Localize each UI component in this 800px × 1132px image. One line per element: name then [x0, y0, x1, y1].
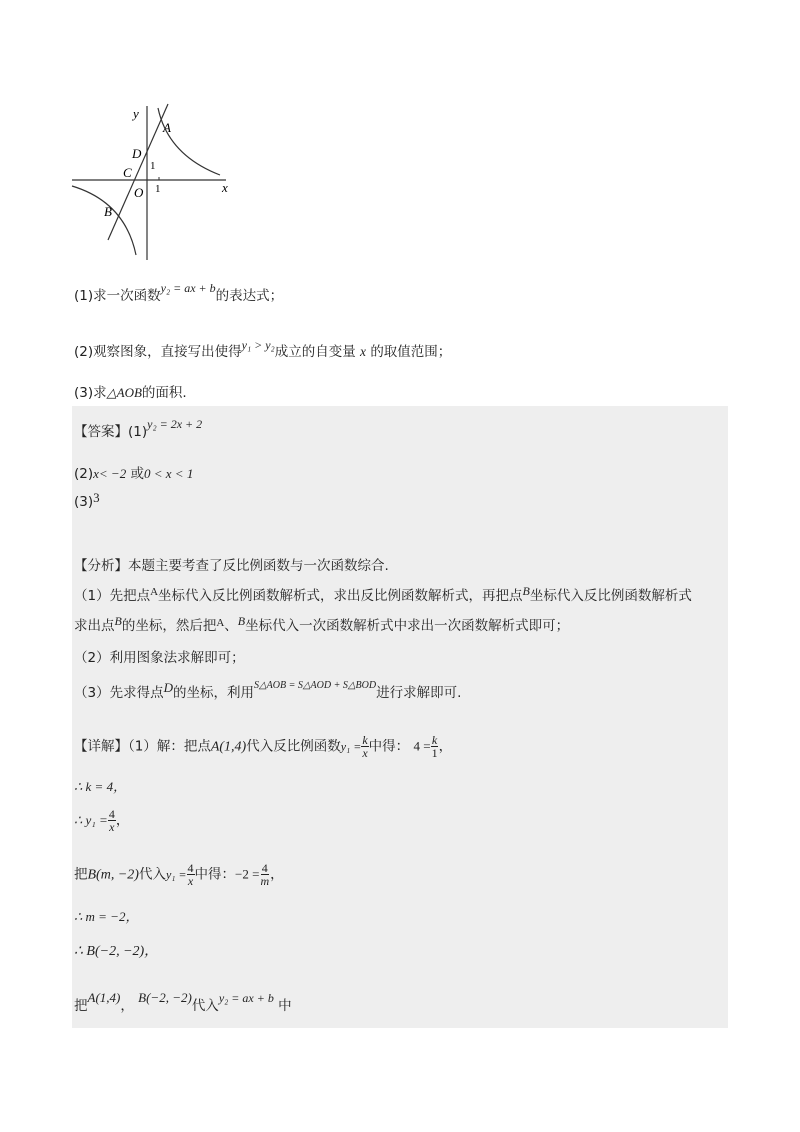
answer-1-formula: y₂ = 2x + 2 — [147, 417, 203, 431]
fraction-k-1: $\frac{k}{1}$ — [431, 733, 438, 760]
solution-box — [72, 406, 728, 1028]
fraction-k-x: $\frac{k}{x}$ — [362, 733, 368, 760]
detail-line-B: ∴ B(−2, −2)， — [74, 944, 159, 959]
linear-function-line — [108, 104, 168, 240]
hyperbola-branch-1 — [158, 108, 220, 175]
detail-line-last: 把A(1,4)， B(−2, −2)代入y₂ = ax + b 中 — [74, 990, 292, 1014]
q3-formula: △AOB — [106, 385, 142, 400]
function-graph — [70, 100, 240, 265]
answer-line-3: (3)3 — [74, 490, 100, 510]
tick-label-1-x: 1 — [155, 183, 161, 195]
tick-label-1-y: 1 — [150, 160, 156, 172]
detail-line-1: 【详解】（1）解：把点A(1,4)代入反比例函数y₁ = $\frac{k}{x}$ 中得： 4 = $\frac{k}{1}$ ， — [74, 733, 453, 760]
label-x: x — [222, 180, 228, 195]
detail-line-m: ∴ m = −2， — [74, 909, 139, 924]
answer-line-2: (2)x< −2 或0 < x < 1 — [74, 466, 194, 482]
label-C: C — [123, 165, 132, 180]
fraction-4-x-b: $\frac{4}{x}$ — [187, 861, 194, 888]
label-D: D — [132, 146, 142, 161]
detail-line-k: ∴ k = 4， — [74, 779, 127, 794]
q2-formula: y₁ > y₂ — [241, 338, 275, 352]
question-2: (2)观察图象，直接写出使得y₁ > y₂成立的自变量 x 的取值范围； — [74, 338, 452, 360]
q1-formula: y₂ = ax + b — [160, 281, 216, 295]
analysis-p1-line2: 求出点B的坐标，然后把$^A$、B坐标代入一次函数解析式中求出一次函数解析式即可； — [74, 614, 570, 634]
label-y: y — [133, 106, 139, 121]
question-3: (3)求△AOB的面积. — [74, 385, 187, 401]
analysis-heading: 【分析】本题主要考查了反比例函数与一次函数综合. — [74, 558, 389, 574]
detail-line-subB: 把B(m, −2)代入y₁ = $\frac{4}{x}$ 中得：−2 = $\frac{4}{m}$ ， — [74, 861, 284, 888]
area-formula: S△AOB = S△AOD + S△BOD — [253, 680, 377, 691]
question-1: (1)求一次函数y₂ = ax + b的表达式； — [74, 281, 284, 304]
answer-line-1: 【答案】(1)y₂ = 2x + 2 — [74, 417, 203, 440]
fraction-4-x: $\frac{4}{x}$ — [108, 807, 115, 834]
analysis-p1-line1: （1）先把点$^A$坐标代入反比例函数解析式，求出反比例函数解析式，再把点B坐标代入反比例函数解析式 — [74, 584, 692, 604]
fraction-4-m: $\frac{4}{m}$ — [260, 861, 270, 888]
analysis-p2: （2）利用图象法求解即可； — [74, 650, 245, 666]
label-B: B — [104, 204, 112, 219]
hyperbola-branch-3 — [72, 186, 136, 255]
analysis-p3: （3）先求得点D的坐标，利用$^{S\triangle AOB = S\triangle AOD + S\triangle BOD}$进行求解即可. — [74, 680, 462, 701]
detail-line-y1: ∴ y₁ = $\frac{4}{x}$ ， — [74, 807, 130, 834]
label-A: A — [163, 120, 171, 135]
label-O: O — [134, 185, 144, 200]
